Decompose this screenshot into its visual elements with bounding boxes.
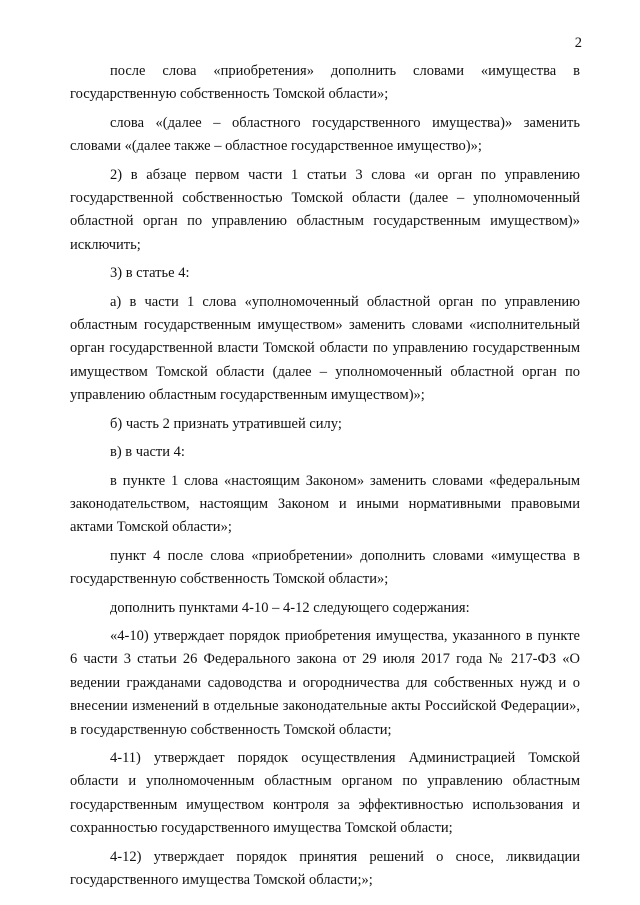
page-number: 2 xyxy=(574,35,582,51)
paragraph: дополнить пунктами 4-10 – 4-12 следующего содержания: xyxy=(110,599,470,616)
paragraph: после слова «приобретения» дополнить словами «имущества в государственную собственность Томской области»; xyxy=(70,63,580,103)
document-body xyxy=(70,60,580,897)
paragraph: 4-11) утверждает порядок осуществления Администрацией Томской области и уполномоченным областным органом по управлению областным государственным имуществом контроля за эффективностью использования и сохранностью государственного имущества Томской области; xyxy=(70,749,580,837)
paragraph: а) в части 1 слова «уполномоченный областной орган по управлению областным государственным имуществом» заменить словами «исполнительный орган государственной власти Томской области по управлению государственным имуществом Томской области (далее – уполномоченный областной орган по управлению областным государственным имуществом)»; xyxy=(70,293,580,404)
paragraph: в пункте 1 слова «настоящим Законом» заменить словами «федеральным законодательством, настоящим Законом и иными нормативными правовыми актами Томской области»; xyxy=(70,472,580,536)
paragraph: 4-12) утверждает порядок принятия решений о сносе, ликвидации государственного имущества Томской области;»; xyxy=(70,848,580,888)
paragraph: «4-10) утверждает порядок приобретения имущества, указанного в пункте 6 части 3 статьи 26 Федерального закона от 29 июля 2017 года № 217-ФЗ «О ведении гражданами садоводства и огородничества для собственных нужд и о внесении изменений в отдельные законодательные акты Российской Федерации», в государственную собственность Томской области; xyxy=(70,627,580,738)
paragraph: 2) в абзаце первом части 1 статьи 3 слова «и орган по управлению государственной собственностью Томской области (далее – уполномоченный областной орган по управлению областным государственным имуществом)» исключить; xyxy=(70,166,580,253)
paragraph: слова «(далее – областного государственного имущества)» заменить словами «(далее также – областное государственное имущество)»; xyxy=(70,114,580,155)
paragraph: б) часть 2 признать утратившей силу; xyxy=(110,415,342,432)
paragraph: 3) в статье 4: xyxy=(110,265,190,282)
paragraph: в) в части 4: xyxy=(110,444,185,461)
paragraph: пункт 4 после слова «приобретении» дополнить словами «имущества в государственную собственность Томской области»; xyxy=(70,547,580,588)
